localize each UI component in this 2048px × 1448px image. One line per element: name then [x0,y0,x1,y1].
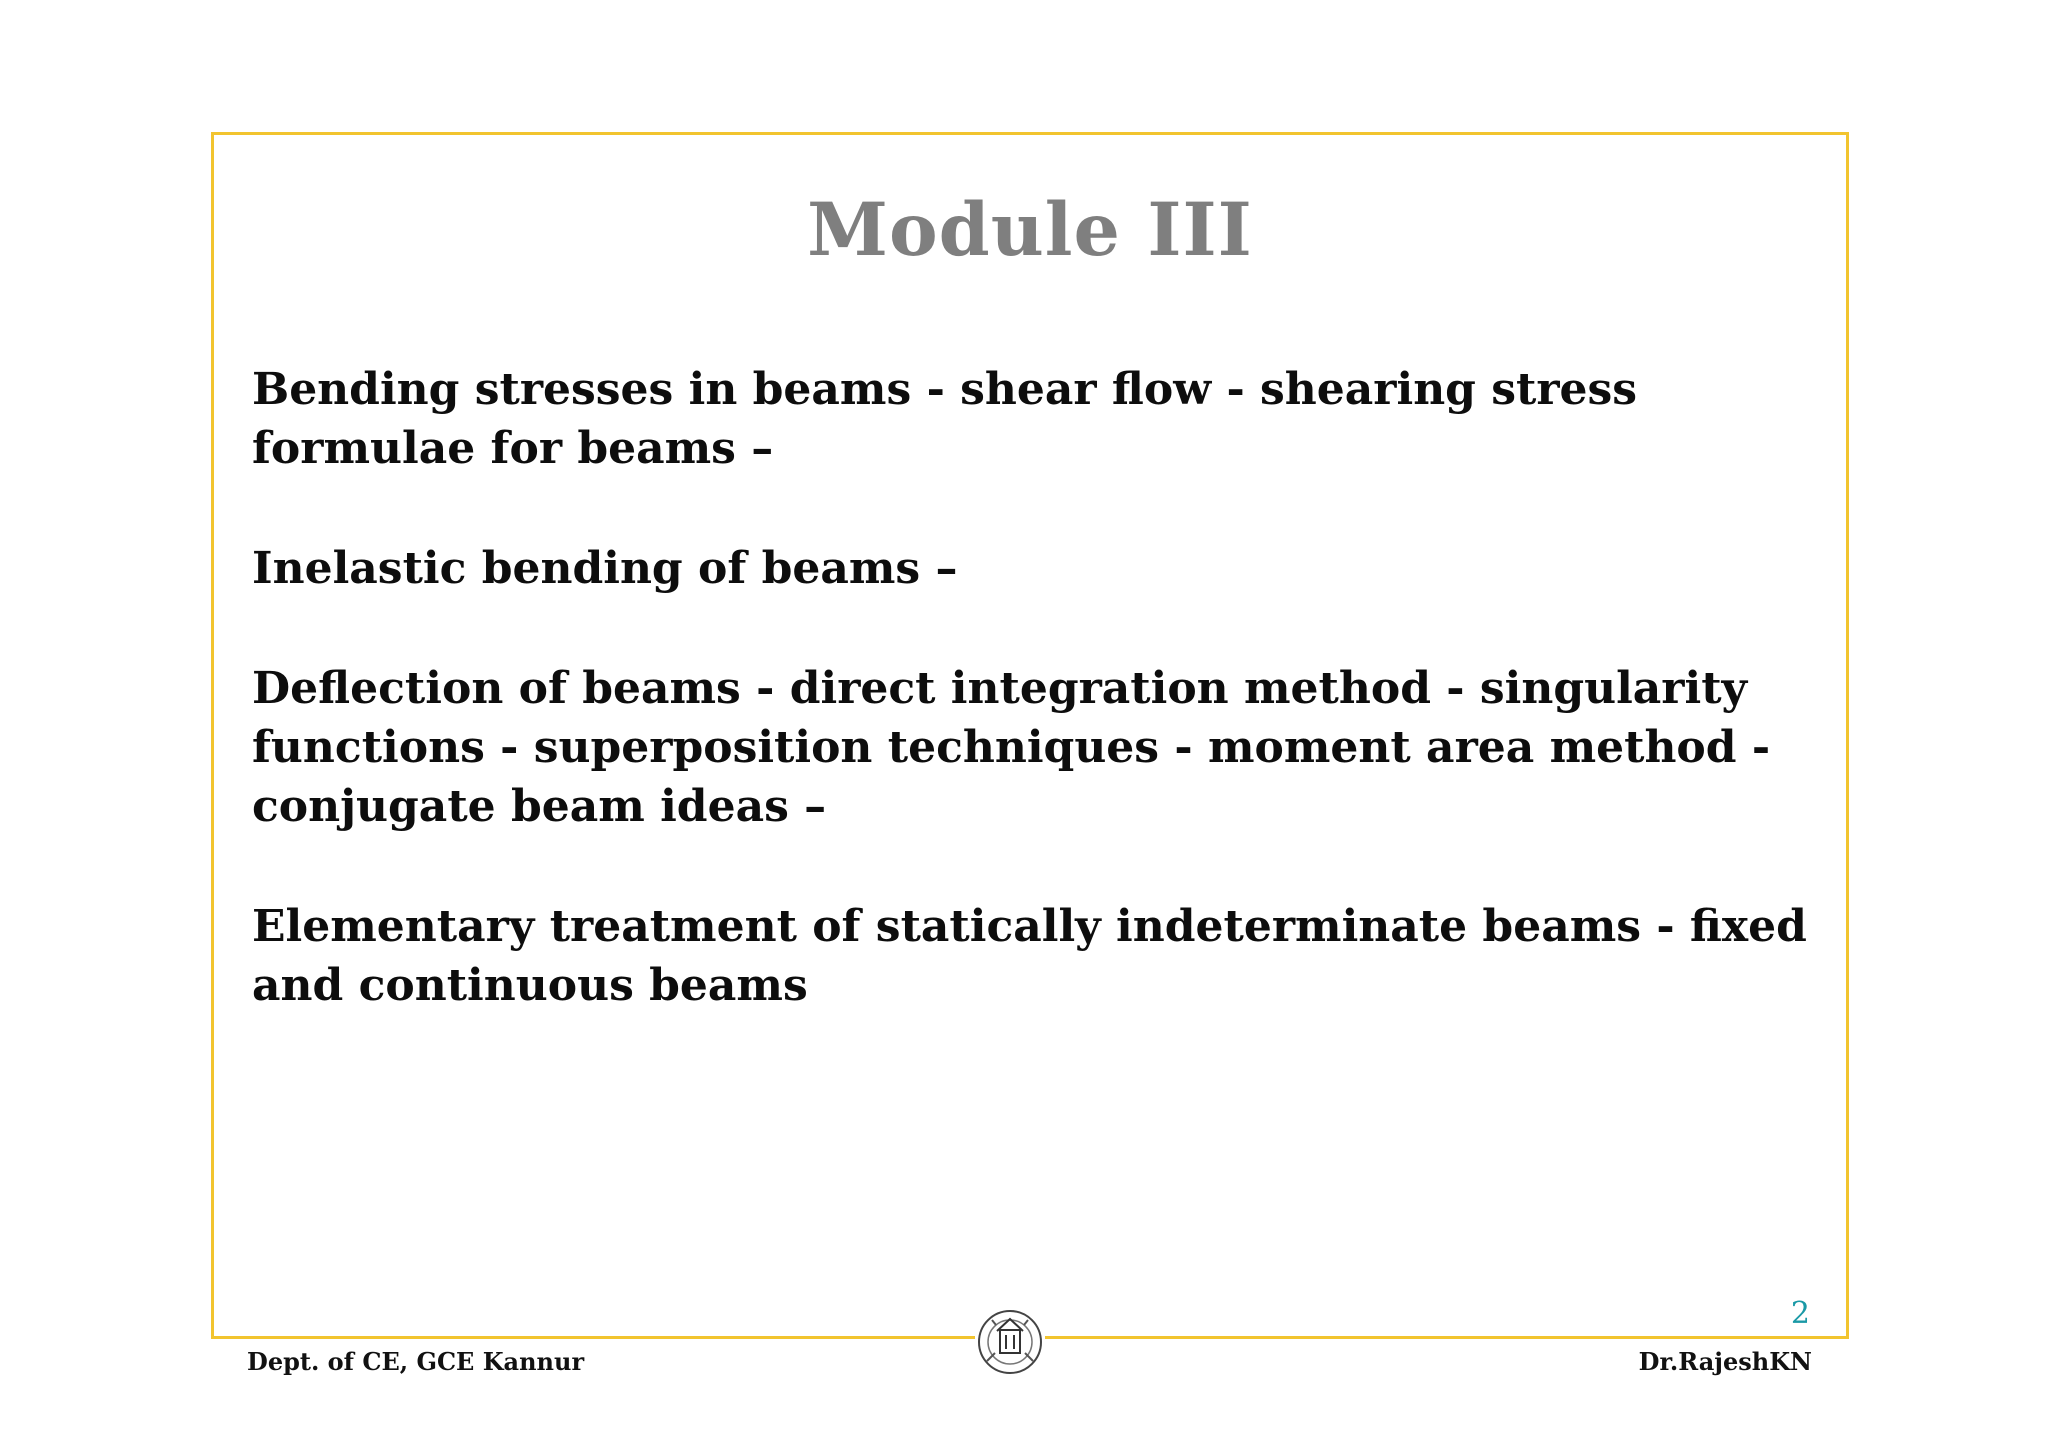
topic-item: Elementary treatment of statically indeterminate beams - fixed and continuous beams [252,901,1807,1011]
page-number: 2 [1790,1296,1810,1331]
slide-frame [211,132,1849,1339]
topic-item: Deflection of beams - direct integration method - singularity functions - superposition techniques - moment area method - conjugate beam ideas – [252,663,1771,832]
footer-department: Dept. of CE, GCE Kannur [247,1347,585,1376]
college-seal-icon [975,1301,1045,1383]
topic-item: Bending stresses in beams - shear flow - shearing stress formulae for beams – [252,364,1638,474]
slide-title: Module III [807,187,1253,273]
footer-author: Dr.RajeshKN [1638,1347,1812,1376]
topic-item: Inelastic bending of beams – [252,543,958,594]
topic-list [252,360,1832,1076]
